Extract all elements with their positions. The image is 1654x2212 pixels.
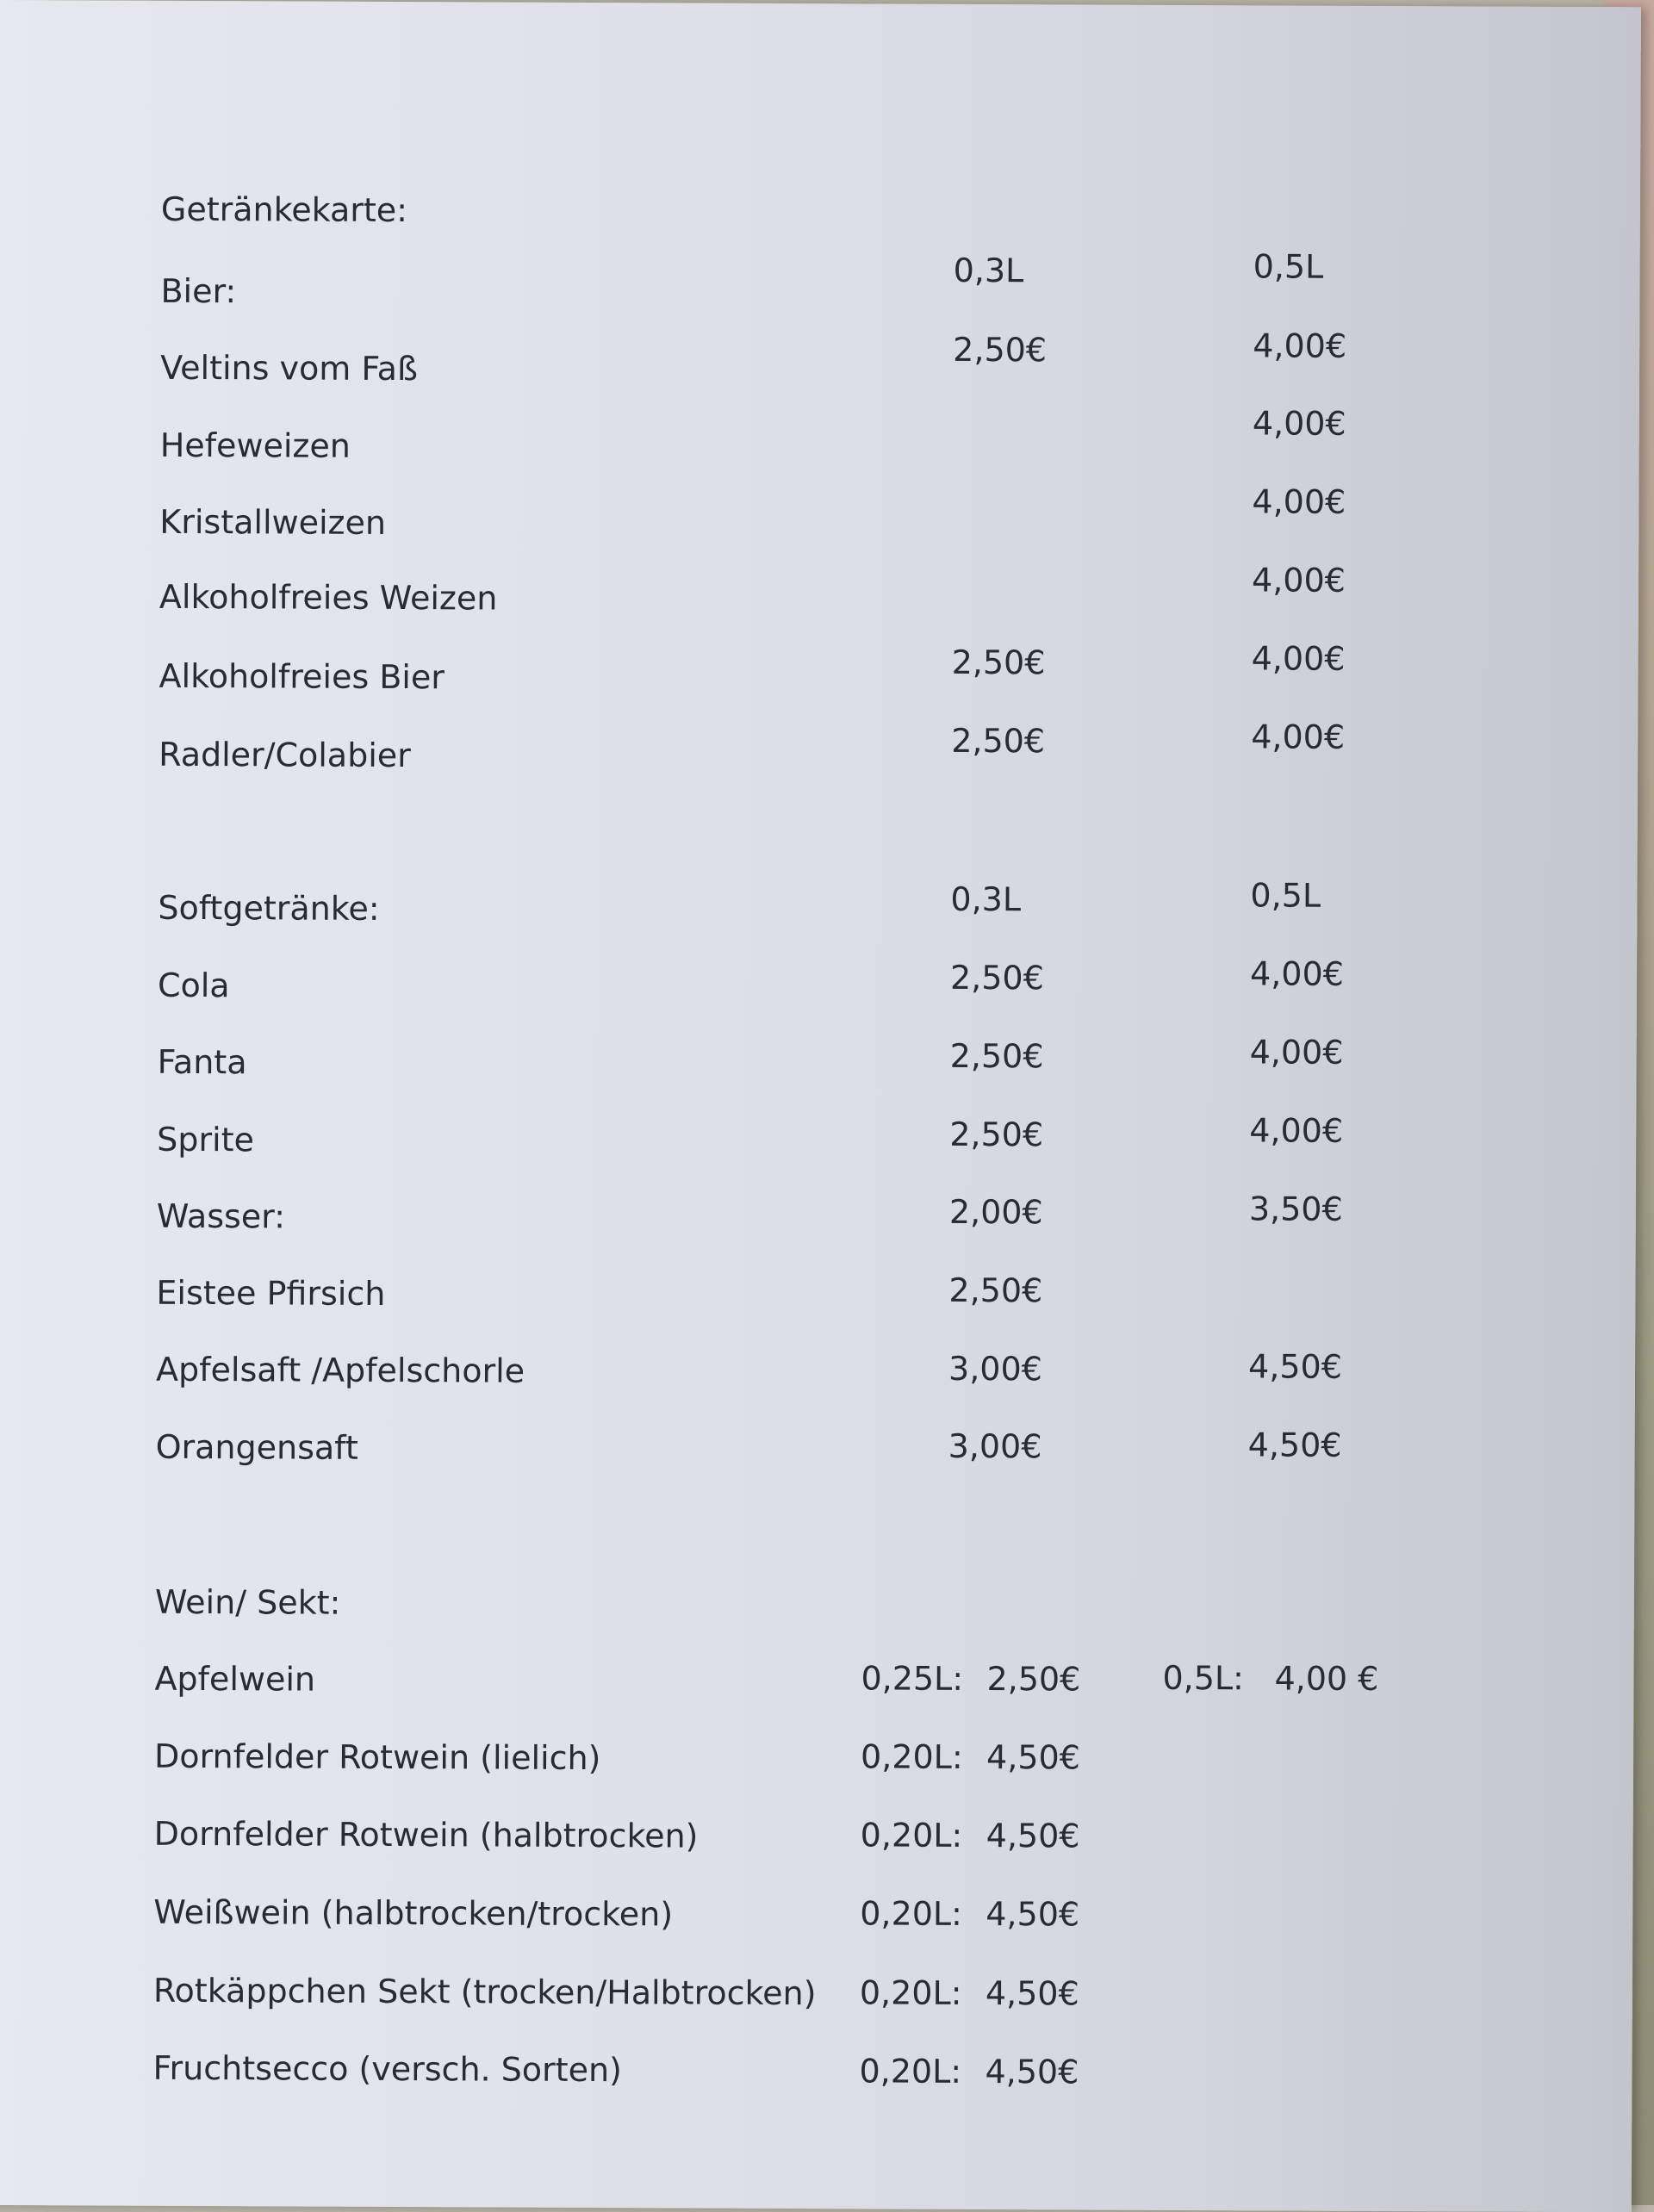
drinks-menu: [152, 1, 1454, 2212]
wein-item-price: 4,50€: [985, 2053, 1079, 2091]
bier-item-name: Veltins vom Faß: [160, 348, 419, 388]
soft-item-price-small: 2,00€: [948, 1192, 1043, 1232]
menu-title: Getränkekarte:: [160, 190, 408, 230]
soft-item-name: Eistee Pfirsich: [156, 1273, 386, 1313]
soft-item-price-large: 3,50€: [1248, 1190, 1343, 1228]
wein-item-name: Weißwein (halbtrocken/trocken): [153, 1892, 674, 1934]
wein-item-size: 0,20L:: [860, 1894, 963, 1933]
soft-item-price-large: 4,00€: [1249, 1111, 1344, 1150]
soft-item-price-small: 2,50€: [948, 1271, 1043, 1310]
wein-item-price: 4,50€: [986, 1895, 1080, 1934]
wein-item-name: Apfelwein: [154, 1659, 316, 1699]
bier-item-price-large: 4,00€: [1253, 326, 1347, 365]
soft-item-price-small: 2,50€: [949, 1115, 1044, 1154]
bier-item-name: Radler/Colabier: [159, 735, 411, 775]
soft-item-price-small: 2,50€: [949, 1036, 1044, 1076]
soft-item-name: Wasser:: [156, 1196, 286, 1236]
wein-item-name: Dornfelder Rotwein (halbtrocken): [153, 1814, 699, 1855]
soft-item-price-large: 4,00€: [1249, 954, 1344, 993]
soft-item-price-small: 2,50€: [949, 958, 1044, 997]
soft-item-name: Apfelsaft /Apfelschorle: [155, 1350, 525, 1390]
soft-item-price-large: 4,50€: [1247, 1426, 1342, 1464]
wein-item-size: 0,20L:: [860, 1816, 963, 1855]
bier-item-price-large: 4,00€: [1251, 561, 1346, 600]
soft-item-price-large: 4,00€: [1249, 1033, 1344, 1072]
wein-item-size: 0,20L:: [861, 1737, 963, 1776]
wein-item-name: Rotkäppchen Sekt (trocken/Halbtrocken): [152, 1971, 817, 2013]
soft-size-large: 0,5L: [1250, 876, 1321, 915]
wein-item-price: 2,50€: [986, 1660, 1081, 1699]
bier-item-price-large: 4,00€: [1251, 639, 1346, 678]
wein-heading: Wein/ Sekt:: [154, 1582, 341, 1622]
bier-item-price-large: 4,00€: [1252, 482, 1346, 521]
bier-item-name: Alkoholfreies Weizen: [159, 577, 498, 618]
bier-item-price-large: 4,00€: [1252, 404, 1346, 443]
soft-item-name: Fanta: [157, 1042, 247, 1082]
soft-item-price-large: 4,50€: [1247, 1347, 1342, 1386]
bier-item-price-small: 2,50€: [951, 643, 1046, 682]
soft-item-name: Sprite: [157, 1120, 255, 1159]
bier-item-price-small: 2,50€: [951, 721, 1046, 761]
bier-heading: Bier:: [160, 271, 237, 311]
bier-item-name: Hefeweizen: [159, 426, 351, 465]
bier-size-large: 0,5L: [1253, 247, 1324, 286]
wein-item-size: 0,20L:: [859, 1973, 962, 2012]
wein-item-size: 0,25L:: [861, 1659, 964, 1698]
bier-item-price-small: 2,50€: [953, 330, 1048, 370]
bier-item-price-large: 4,00€: [1251, 718, 1346, 756]
bier-size-small: 0,3L: [953, 251, 1024, 290]
soft-item-name: Orangensaft: [155, 1427, 358, 1467]
soft-item-name: Cola: [157, 966, 230, 1005]
wein-item-name: Dornfelder Rotwein (lielich): [154, 1737, 601, 1778]
wein-item-size: 0,20L:: [859, 2052, 962, 2091]
wein-item-size-large: 0,5L:: [1162, 1658, 1245, 1698]
soft-item-price-small: 3,00€: [948, 1426, 1042, 1466]
wein-item-price: 4,50€: [986, 1738, 1081, 1777]
bier-item-name: Kristallweizen: [159, 502, 387, 542]
wein-item-price-large: 4,00 €: [1274, 1659, 1379, 1699]
wein-item-price: 4,50€: [986, 1817, 1080, 1855]
soft-heading: Softgetränke:: [158, 888, 380, 928]
soft-size-small: 0,3L: [950, 879, 1022, 919]
wein-item-price: 4,50€: [985, 1974, 1079, 2013]
bier-item-name: Alkoholfreies Bier: [159, 656, 445, 697]
soft-item-price-small: 3,00€: [948, 1349, 1042, 1389]
wein-item-name: Fruchtsecco (versch. Sorten): [152, 2048, 623, 2090]
